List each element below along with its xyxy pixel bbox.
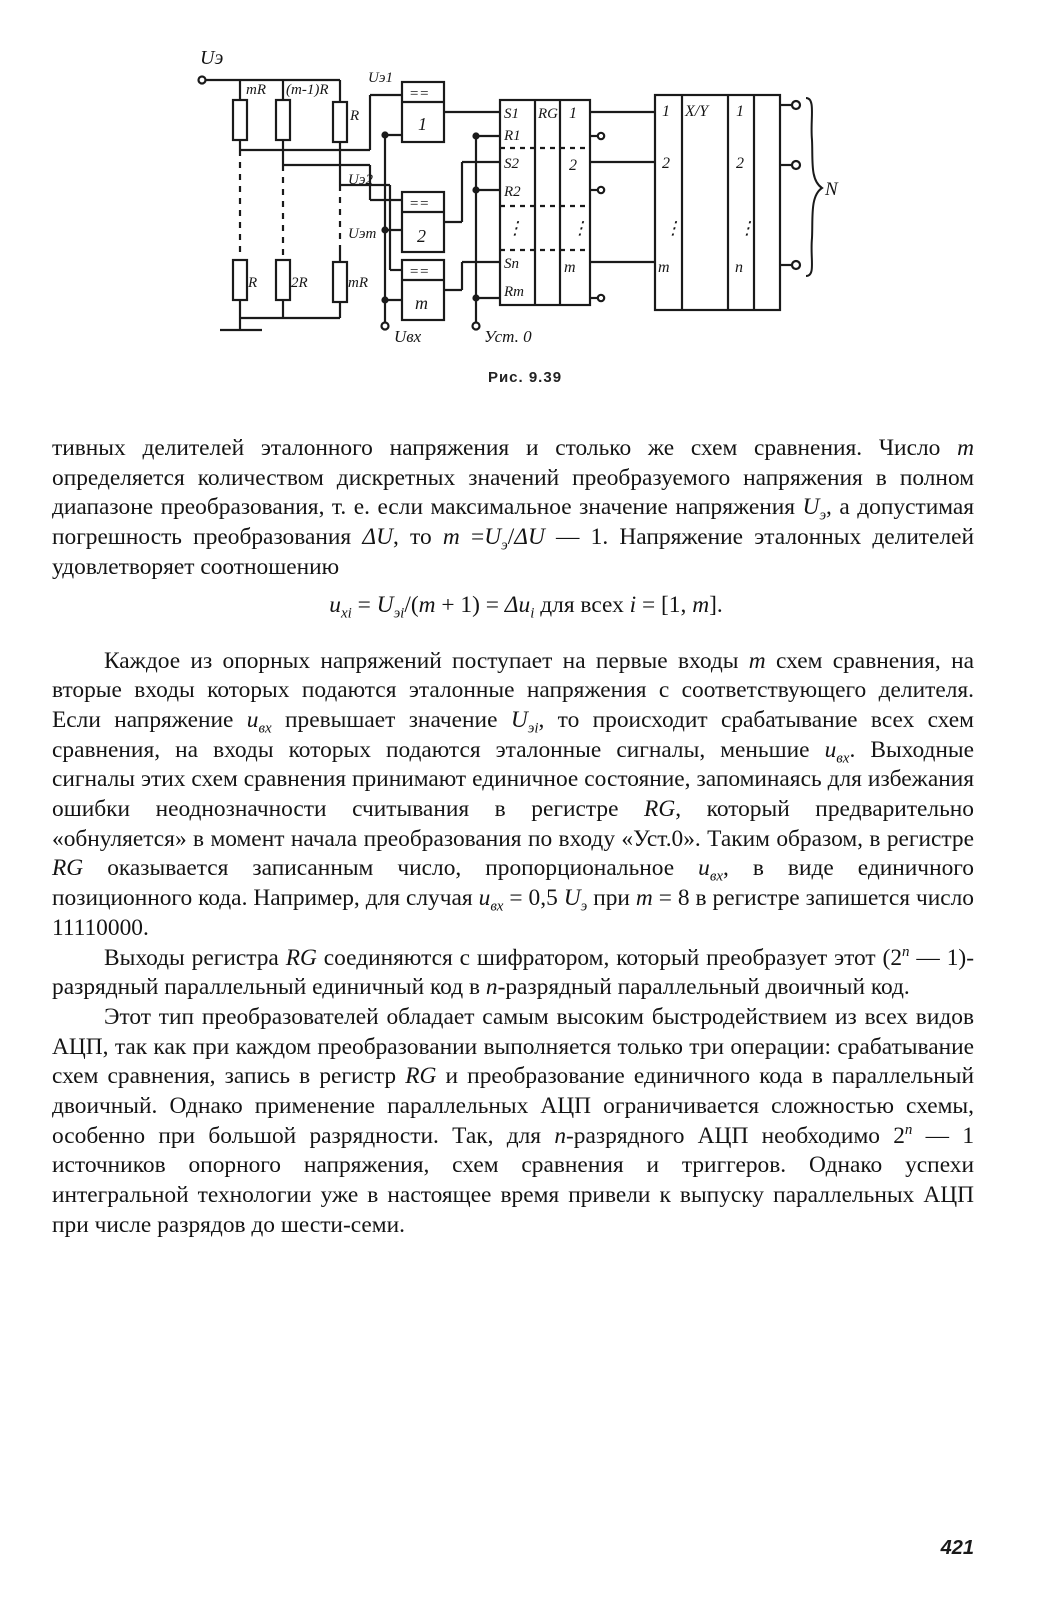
enc-in-m: m: [658, 259, 670, 276]
reg-in-dots: ⋮: [506, 218, 524, 238]
res-bottom-3-label: mR: [348, 275, 368, 291]
reset-label: Уст. 0: [484, 327, 532, 346]
output-label: N: [825, 179, 838, 200]
body-text: [52, 434, 974, 1241]
enc-in-2: 2: [662, 155, 670, 172]
paragraph-2: Каждое из опорных напряжений поступает на первые входы m схем сравнения, на вторые входы которых подаются эталонные напряжения с соответствующего делителя. Если напряжение $u_{вх}$ превышает значение $U_{эi}$, то происходит срабатывание всех схем сравнения, на входы которых подаются эталонные сигналы, меньшие $u_{вх}$. Выходные сигналы этих схем сравнения принимают единичное состояние, запоминаясь для избежания ошибки неоднозначности считывания в регистре RG, который предварительно «обнуляется» в момент начала преобразования по входу «Уст.0». Таким образом, в регистре RG оказывается записанным число, пропорциональное $u_{вх}$, в виде единичного позиционного кода. Например, для случая $u_{вх} = 0,5$ $U_э$ при m = 8 в регистре запишется число 11110000.: [52, 647, 975, 941]
comparator-2-label: 2: [417, 226, 426, 246]
tap-2-label: Uэ2: [348, 172, 373, 188]
res-top-1-label: mR: [246, 82, 266, 98]
reg-out-dots: ⋮: [571, 218, 589, 238]
register-title: RG: [538, 106, 558, 122]
enc-out-2: 2: [736, 155, 744, 172]
tap-lines: [240, 95, 402, 270]
adc-circuit-diagram: [180, 40, 860, 360]
reg-in-sn: Sn: [504, 256, 519, 272]
enc-in-dots: ⋮: [664, 218, 682, 238]
comparator-1-symbol: ==: [409, 86, 430, 102]
enc-out-1: 1: [736, 103, 744, 120]
tap-1-label: Uэ1: [368, 70, 393, 86]
reference-voltage-label: Uэ: [200, 47, 224, 69]
lower-resistors: [220, 250, 347, 330]
page-number: 421: [940, 1537, 974, 1559]
reg-out-m: m: [564, 259, 576, 276]
enc-in-1: 1: [662, 103, 670, 120]
res-bottom-2-label: 2R: [291, 275, 308, 291]
reg-in-rm: Rm: [504, 284, 524, 300]
paragraph-4: Этот тип преобразователей обладает самым высоким быстродействием из всех видов АЦП, так как при каждом преобразовании выполняется только три операции: срабатывание схем сравнения, запись в регистр RG и преобразование единичного кода в параллельный двоичный. Однако применение параллельных АЦП ограничивается сложностью схемы, особенно при большой разрядности. Так, для n-разрядного АЦП необходимо 2$^n$ — 1 источников опорного напряжения, схем сравнения и триггеров. Однако успехи интегральной технологии уже в настоящее время привели к выпуску параллельных АЦП при числе разрядов до шести-семи.: [52, 1003, 975, 1238]
figure-caption: Рис. 9.39: [487, 369, 563, 386]
encoder-outputs: [780, 98, 822, 276]
formula: $u_{xi} = U_{эi}/(m + 1) = \Delta u_i$ для всех i = [1, m].: [329, 591, 723, 622]
encoder-title: X/Y: [685, 103, 709, 120]
paragraph-1: тивных делителей эталонного напряжения и столько же схем сравнения. Число m определяется количеством дискретных значений преобразуемого напряжения в полном диапазоне преобразования, т. е. если максимальное значение напряжения $U_э$, а допустимая погрешность преобразования ΔU, то $m =U_э/\Delta U$ — 1. Напряжение эталонных делителей удовлетворяет соотношению: [52, 435, 975, 580]
comparator-outputs: [444, 112, 500, 290]
input-voltage-label: Uвх: [394, 327, 422, 346]
res-bottom-1-label: R: [248, 275, 258, 291]
comparator-m-symbol: ==: [409, 264, 430, 280]
reg-in-s1: S1: [504, 106, 519, 122]
comparator-m-label: m: [415, 293, 428, 313]
reg-out-2: 2: [569, 157, 577, 174]
paragraph-3: Выходы регистра RG соединяются с шифратором, который преобразует этот (2$^n$ — 1)-разрядный параллельный единичный код в n-разрядный параллельный двоичный код.: [52, 943, 974, 1001]
input-bus: [382, 133, 403, 330]
register-outputs: [590, 112, 655, 301]
res-top-3-label: R: [350, 108, 360, 124]
enc-out-dots: ⋮: [738, 218, 756, 238]
reg-in-s2: S2: [504, 156, 519, 172]
reg-in-r2: R2: [504, 184, 521, 200]
tap-m-label: Uэm: [348, 226, 377, 242]
reg-out-1: 1: [569, 105, 577, 122]
comparator-2-symbol: ==: [409, 196, 430, 212]
res-top-2-label: (m-1)R: [286, 82, 329, 98]
comparator-1-label: 1: [418, 114, 427, 134]
encoder-xy: [655, 95, 780, 310]
enc-out-n: n: [735, 259, 743, 276]
reg-in-r1: R1: [504, 128, 521, 144]
